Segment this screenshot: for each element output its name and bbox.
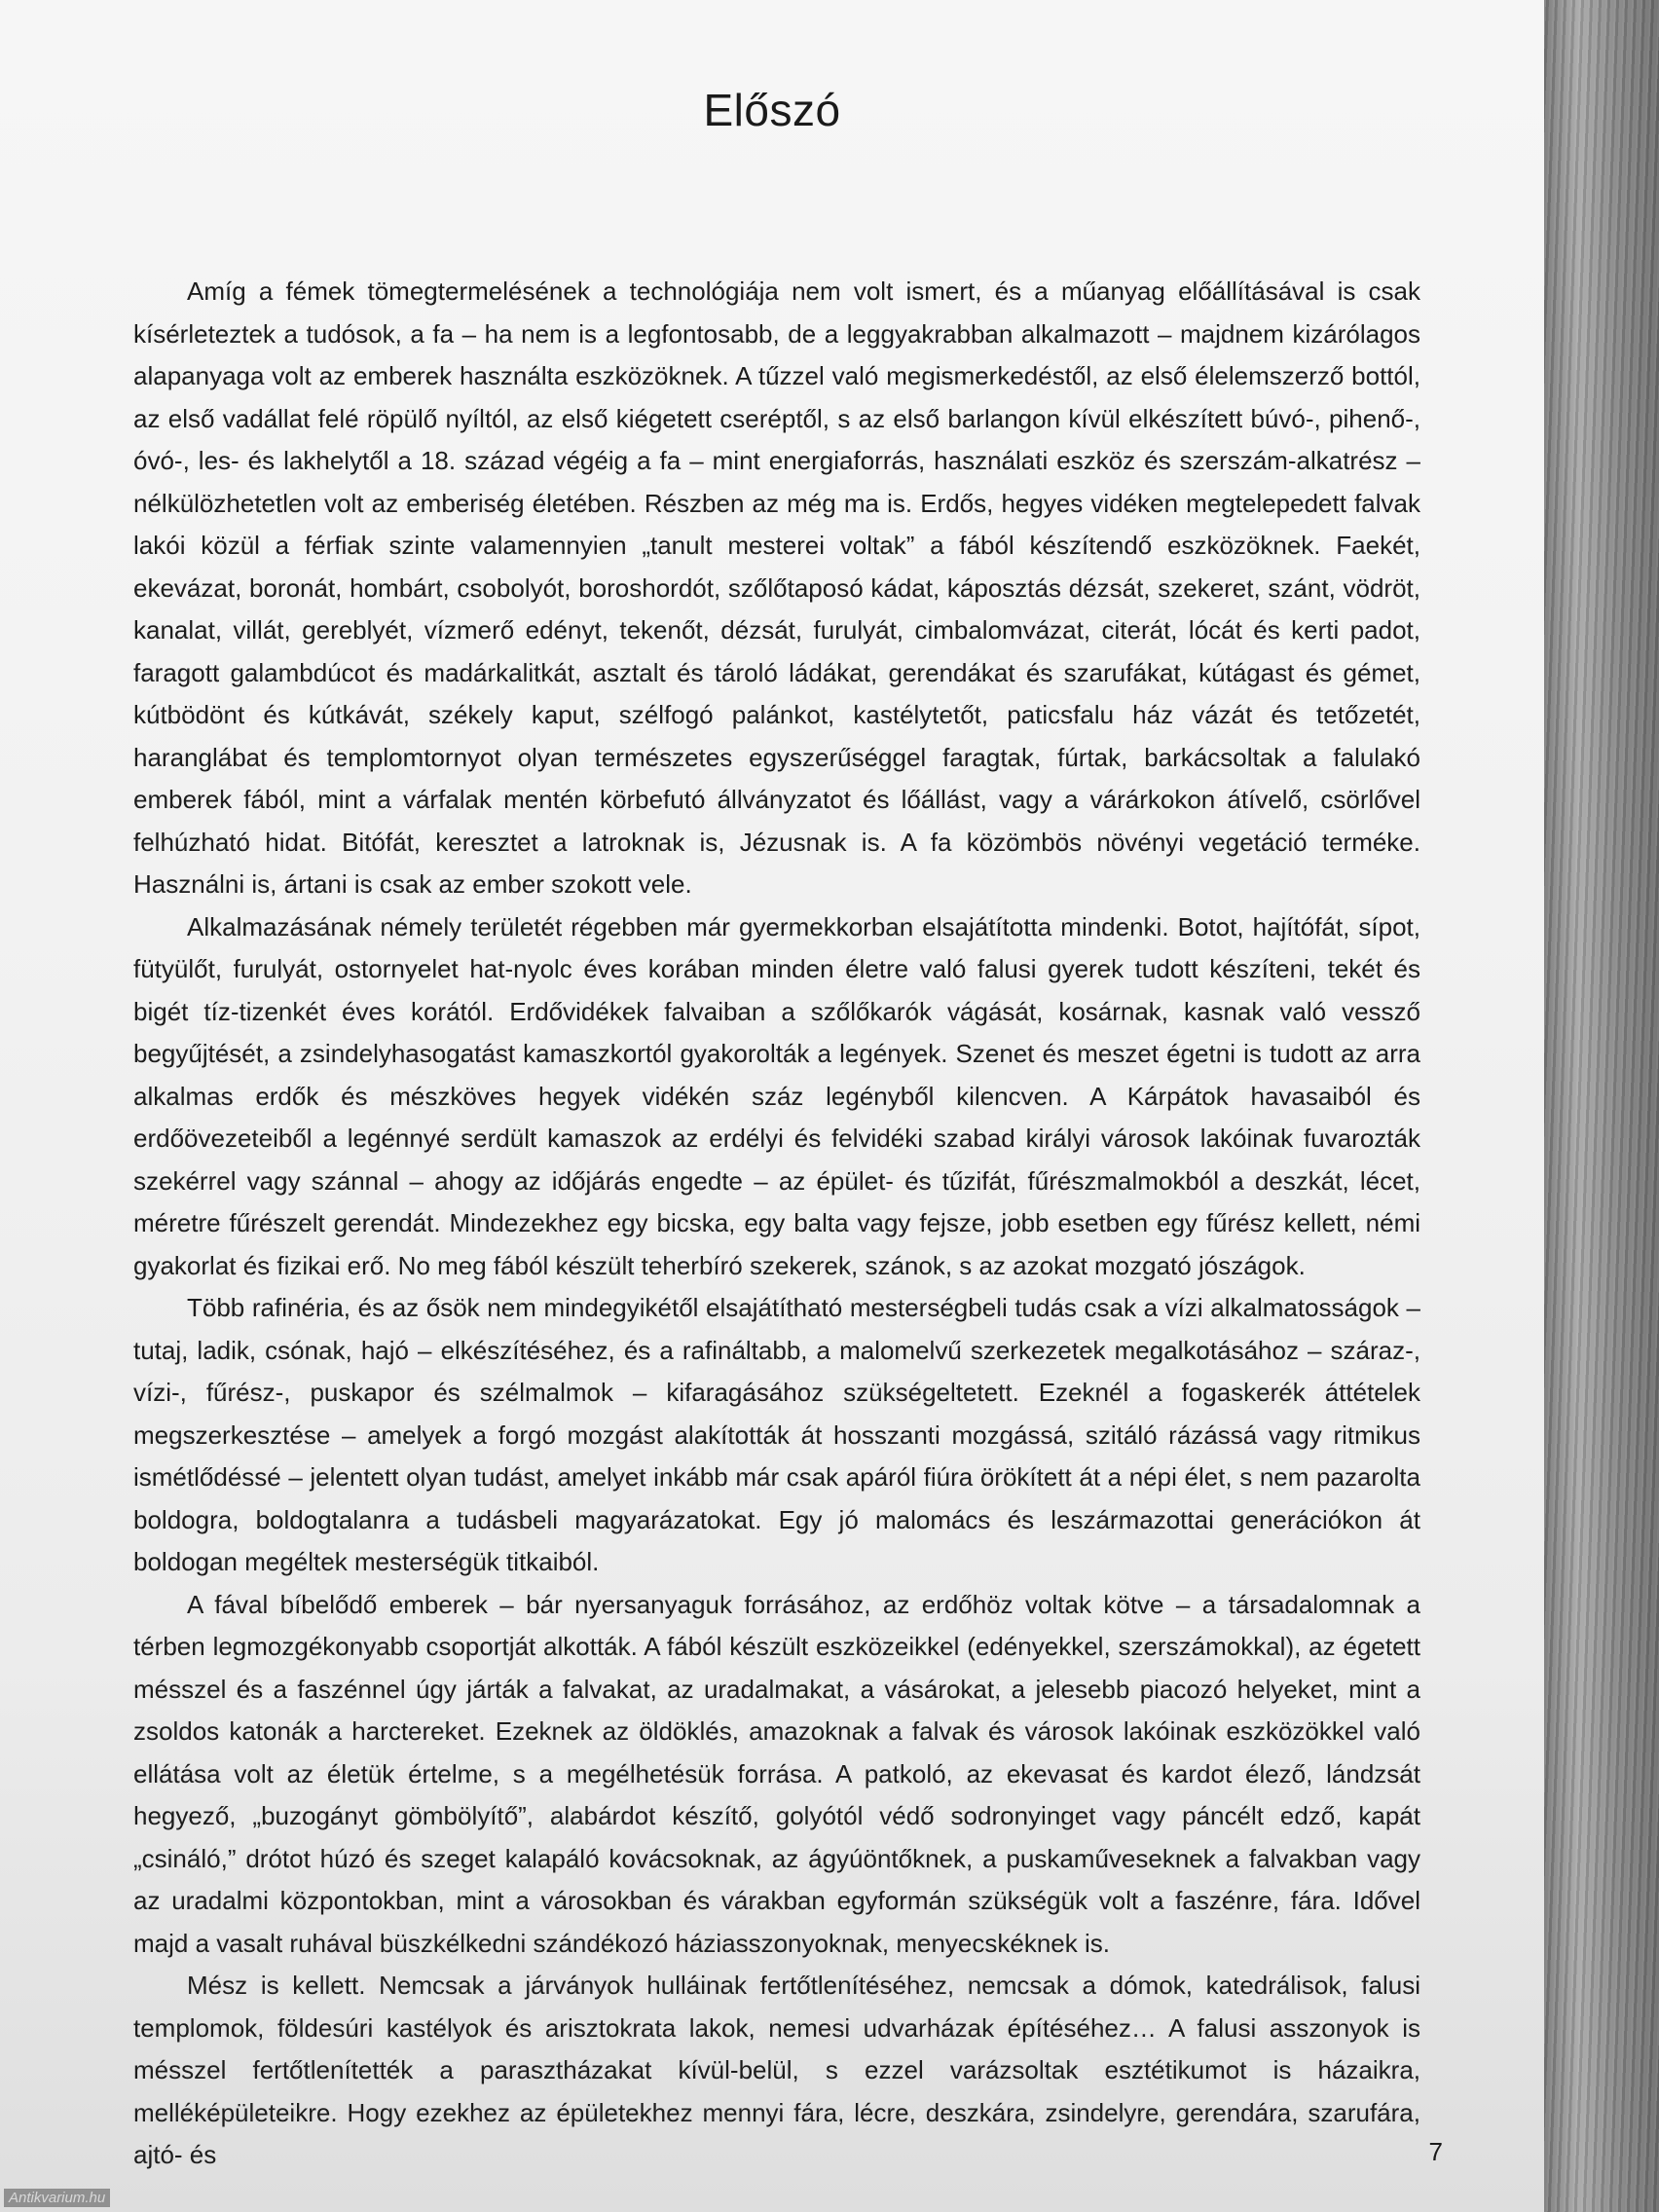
paragraph: Mész is kellett. Nemcsak a járványok hulláinak fertőtlenítéséhez, nemcsak a dómok, katedrálisok, falusi templomok, földesúri kastélyok és arisztokrata lakok, nemesi udvarházak építéséhez… A falusi asszonyok is mésszel fertőtlenítették a parasztházakat kívül-belül, s ezzel varázsoltak esztétikumot is házaikra, melléképületeikre. Hogy ezekhez az épületekhez mennyi fára, lécre, deszkára, zsindelyre, gerendára, szarufára, ajtó- és — [133, 1971, 1420, 2169]
page-number: 7 — [1428, 2137, 1443, 2166]
body-text — [133, 271, 1420, 2177]
paragraph: Több rafinéria, és az ősök nem mindegyikétől elsajátítható mesterségbeli tudás csak a vízi alkalmatosságok – tutaj, ladik, csónak, hajó – elkészítéséhez, és a rafináltabb, a malomelvű szerkezetek megalkotásához – száraz-, vízi-, fűrész-, puskapor és szélmalmok – kifaragásához szükségeltetett. Ezeknél a fogaskerék áttételek megszerkesztése – amelyek a forgó mozgást alakították át hosszanti mozgássá, szitáló rázássá vagy ritmikus ismétlődéssé – jelentett olyan tudást, amelyet inkább már csak apáról fiúra örökített át a népi élet, s nem pazarolta boldogra, boldogtalanra a tudásbeli magyarázatokat. Egy jó malomács és leszármazottai generációkon át boldogan megéltek mesterségük titkaiból. — [133, 1293, 1420, 1576]
paragraph: Amíg a fémek tömegtermelésének a technológiája nem volt ismert, és a műanyag előállításával is csak kísérleteztek a tudósok, a fa – ha nem is a legfontosabb, de a leggyakrabban alkalmazott – majdnem kizárólagos alapanyaga volt az emberek használta eszközöknek. A tűzzel való megismerkedéstől, az első élelemszerző bottól, az első vadállat felé röpülő nyíltól, az első kiégetett cseréptől, s az első barlangon kívül elkészített búvó-, pihenő-, óvó-, les- és lakhelytől a 18. század végéig a fa – mint energiaforrás, használati eszköz és szerszám-alkatrész – nélkülözhetetlen volt az emberiség életében. Részben az még ma is. Erdős, hegyes vidéken megtelepedett falvak lakói közül a férfiak szinte valamennyien „tanult mesterei voltak” a fából készítendő eszközöknek. Faekét, ekevázat, boronát, hombárt, csobolyót, boroshordót, szőlőtaposó kádat, káposztás dézsát, szekeret, szánt, vödröt, kanalat, villát, gereblyét, vízmerő edényt, tekenőt, dézsát, furulyát, cimbalomvázat, citerát, lócát és kerti padot, faragott galambdúcot és madárkalitkát, asztalt és tároló ládákat, gerendákat és szarufákat, kútágast és gémet, kútbödönt és kútkávát, székely kaput, szélfogó palánkot, kastélytetőt, paticsfalu ház vázát és tetőzetét, haranglábat és templomtornyot olyan természetes egyszerűséggel faragtak, fúrtak, barkácsoltak a falulakó emberek fából, mint a várfalak mentén körbefutó állványzatot és lőállást, vagy a várárkokon átívelő, csörlővel felhúzható hidat. Bitófát, keresztet a latroknak is, Jézusnak is. A fa közömbös növényi vegetáció terméke. Használni is, ártani is csak az ember szokott vele. — [133, 276, 1420, 899]
paragraph: A fával bíbelődő emberek – bár nyersanyaguk forrásához, az erdőhöz voltak kötve – a társadalomnak a térben legmozgékonyabb csoportját alkották. A fából készült eszközeikkel (edényekkel, szerszámokkal), az égetett mésszel és a faszénnel úgy járták a falvakat, az uradalmakat, a vásárokat, a jelesebb piacozó helyeket, mint a zsoldos katonák a harctereket. Ezeknek az öldöklés, amazoknak a falvak és városok lakóinak eszközökkel való ellátása volt az életük értelme, s a megélhetésük forrása. A patkoló, az ekevasat és kardot élező, lándzsát hegyező, „buzogányt gömbölyítő”, alabárdot készítő, golyótól védő sodronyinget vagy páncélt edző, kapát „csináló,” drótot húzó és szeget kalapáló kovácsoknak, az ágyúöntőknek, a puskaműveseknek a falvakban vagy az uradalmi központokban, mint a városokban és várakban egyformán szükségük volt a faszénre, fára. Idővel majd a vasalt ruhával büszkélkedni szándékozó háziasszonyoknak, menyecskéknek is. — [133, 1589, 1420, 1958]
paragraph: Alkalmazásának némely területét régebben már gyermekkorban elsajátította mindenki. Botot, hajítófát, sípot, fütyülőt, furulyát, ostornyelet hat-nyolc éves korában minden életre való falusi gyerek tudott készíteni, tekét és bigét tíz-tizenkét éves korától. Erdővidékek falvaiban a szőlőkarók vágását, kosárnak, kasnak való vessző begyűjtését, a zsindelyhasogatást kamaszkortól gyakorolták a legények. Szenet és meszet égetni is tudott az arra alkalmas erdők és mészköves hegyek vidékén száz legényből kilencven. A Kárpátok havasaiból és erdőövezeteiből a legénnyé serdült kamaszok az erdélyi és felvidéki szabad királyi városok lakóinak fuvarozták szekérrel vagy szánnal – ahogy az időjárás engedte – az épület- és tűzifát, fűrészmalmokból a deszkát, lécet, méretre fűrészelt gerendát. Mindezekhez egy bicska, egy balta vagy fejsze, jobb esetben egy fűrész kellett, némi gyakorlat és fizikai erő. No meg fából készült teherbíró szekerek, szánok, s az azokat mozgató jószágok. — [133, 911, 1420, 1280]
page-stack-edge — [1544, 0, 1659, 2212]
watermark: Antikvarium.hu — [4, 2189, 110, 2207]
page-title: Előszó — [703, 85, 841, 135]
